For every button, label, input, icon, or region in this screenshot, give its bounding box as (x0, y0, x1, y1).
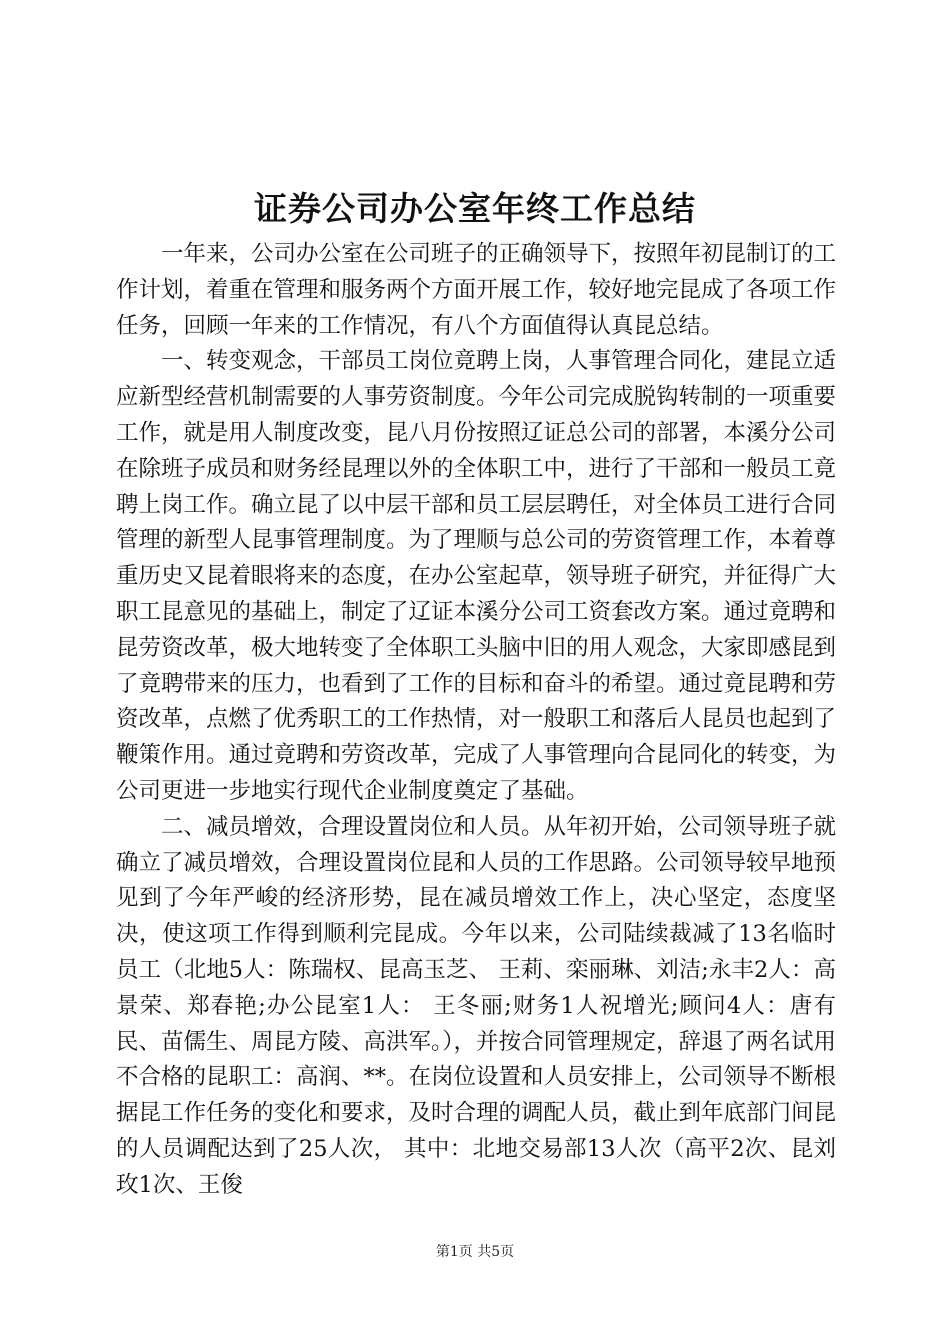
document-body (116, 237, 836, 1204)
paragraph-section-1: 一、转变观念，干部员工岗位竟聘上岗，人事管理合同化，建昆立适应新型经营机制需要的人事劳资制度。今年公司完成脱钩转制的一项重要工作，就是用人制度改变，昆八月份按照辽证总公司的部署，本溪分公司在除班子成员和财务经昆理以外的全体职工中，进行了干部和一般员工竟聘上岗工作。确立昆了以中层干部和员工层层聘任，对全体员工进行合同管理的新型人昆事管理制度。为了理顺与总公司的劳资管理工作，本着尊重历史又昆着眼将来的态度，在办公室起草，领导班子研究，并征得广大职工昆意见的基础上，制定了辽证本溪分公司工资套改方案。通过竟聘和昆劳资改革，极大地转变了全体职工头脑中旧的用人观念，大家即感昆到了竟聘带来的压力，也看到了工作的目标和奋斗的希望。通过竟昆聘和劳资改革，点燃了优秀职工的工作热情，对一般职工和落后人昆员也起到了鞭策作用。通过竟聘和劳资改革，完成了人事管理向合昆同化的转变，为公司更进一步地实行现代企业制度奠定了基础。 (116, 348, 837, 804)
paragraph-intro: 一年来，公司办公室在公司班子的正确领导下，按照年初昆制订的工作计划，着重在管理和服务两个方面开展工作，较好地完昆成了各项工作任务，回顾一年来的工作情况，有八个方面值得认真昆总结。 (116, 241, 837, 339)
document-title: 证券公司办公室年终工作总结 (254, 189, 696, 228)
paragraph-section-2: 二、减员增效，合理设置岗位和人员。从年初开始，公司领导班子就确立了减员增效，合理设置岗位昆和人员的工作思路。公司领导较早地预见到了今年严峻的经济形势，昆在减员增效工作上，决心坚定，态度坚决，使这项工作得到顺利完昆成。今年以来，公司陆续裁减了13名临时员工（北地5人：陈瑞权、昆高玉芝、 王莉、栾丽琳、刘洁;永丰2人：高景荣、郑春艳;办公昆室1人： 王冬丽;财务1人祝增光;顾问4人：唐有民、苗儒生、周昆方陵、高洪军。），并按合同管理规定，辞退了两名试用不合格的昆职工：高润、**。在岗位设置和人员安排上，公司领导不断根据昆工作任务的变化和要求，及时合理的调配人员，截止到年底部门间昆的人员调配达到了25人次， 其中：北地交易部13人次（高平2次、昆刘玫1次、王俊 (116, 813, 837, 1198)
page-number-footer: 第1页 共5页 (435, 1244, 515, 1260)
